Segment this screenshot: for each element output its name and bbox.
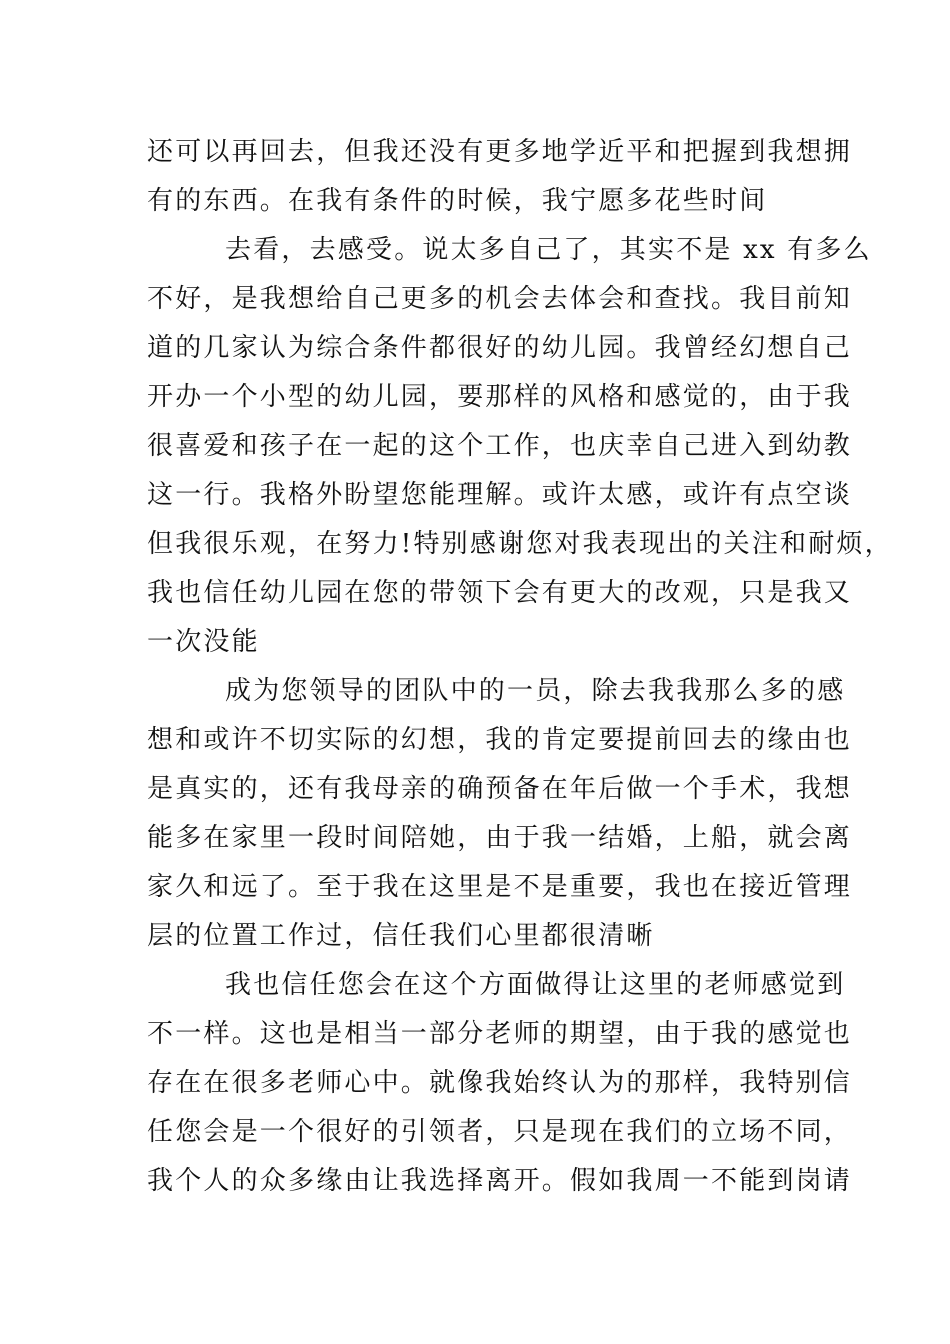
text-line: 想和或许不切实际的幻想，我的肯定要提前回去的缘由也 [147, 725, 853, 755]
text-line: 不好，是我想给自己更多的机会去体会和查找。我目前知 [147, 284, 853, 314]
text-line: 层的位置工作过，信任我们心里都很清晰 [147, 921, 655, 951]
document-body [147, 128, 893, 1206]
text-line: 家久和远了。至于我在这里是不是重要，我也在接近管理 [147, 872, 853, 902]
text-line-paragraph-start: 去看，去感受。说太多自己了，其实不是 xx 有多么 [225, 235, 872, 265]
text-line: 一次没能 [147, 627, 260, 657]
text-line: 我也信任幼儿园在您的带领下会有更大的改观，只是我又 [147, 578, 853, 608]
text-line-paragraph-start: 我也信任您会在这个方面做得让这里的老师感觉到 [225, 970, 846, 1000]
text-line: 是真实的，还有我母亲的确预备在年后做一个手术，我想 [147, 774, 853, 804]
text-line: 我个人的众多缘由让我选择离开。假如我周一不能到岗请 [147, 1166, 853, 1196]
text-line: 有的东西。在我有条件的时候，我宁愿多花些时间 [147, 186, 768, 216]
text-line: 任您会是一个很好的引领者，只是现在我们的立场不同， [147, 1117, 853, 1147]
text-line: 很喜爱和孩子在一起的这个工作，也庆幸自己进入到幼教 [147, 431, 853, 461]
text-line: 开办一个小型的幼儿园，要那样的风格和感觉的，由于我 [147, 382, 853, 412]
text-line: 不一样。这也是相当一部分老师的期望，由于我的感觉也 [147, 1019, 853, 1049]
text-line: 这一行。我格外盼望您能理解。或许太感，或许有点空谈 [147, 480, 853, 510]
text-line: 存在在很多老师心中。就像我始终认为的那样，我特别信 [147, 1068, 853, 1098]
text-line: 能多在家里一段时间陪她，由于我一结婚，上船，就会离 [147, 823, 853, 853]
text-line: 还可以再回去，但我还没有更多地学近平和把握到我想拥 [147, 137, 853, 167]
text-line: 但我很乐观，在努力!特别感谢您对我表现出的关注和耐烦， [147, 529, 893, 559]
text-line: 道的几家认为综合条件都很好的幼儿园。我曾经幻想自己 [147, 333, 853, 363]
text-line-paragraph-start: 成为您领导的团队中的一员，除去我我那么多的感 [225, 676, 846, 706]
